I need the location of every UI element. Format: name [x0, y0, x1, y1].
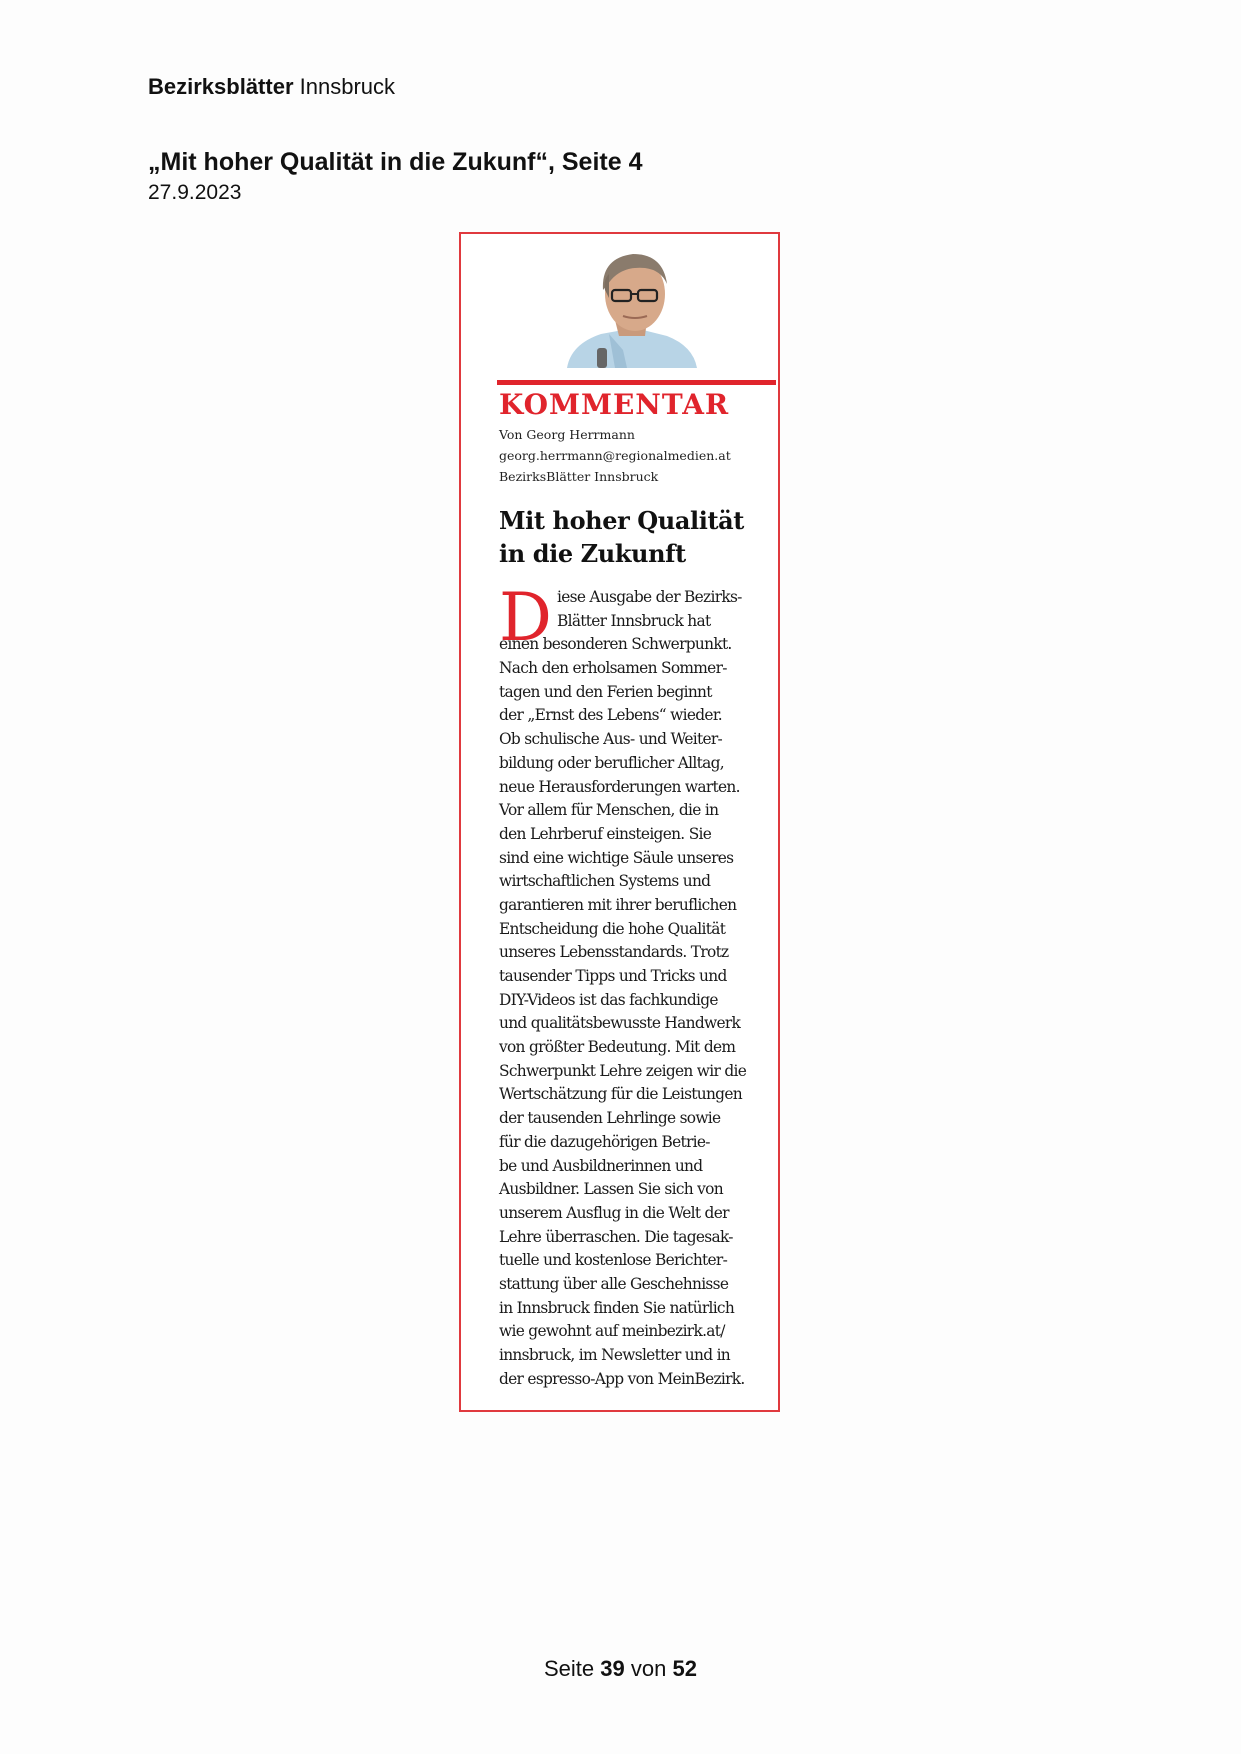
- page-counter: [0, 1656, 1241, 1682]
- total-pages: 52: [672, 1656, 697, 1681]
- body-line: den Lehrberuf einsteigen. Sie: [499, 824, 712, 843]
- headline: [499, 504, 779, 570]
- publication-name-rest: Innsbruck: [299, 74, 396, 99]
- body-line: unserem Ausflug in die Welt der: [499, 1203, 729, 1222]
- body-line: der espresso-App von MeinBezirk.: [499, 1369, 745, 1388]
- body-line: garantieren mit ihrer beruflichen: [499, 895, 737, 914]
- headline-line-2: in die Zukunft: [499, 539, 686, 568]
- body-line: unseres Lebensstandards. Trotz: [499, 943, 729, 962]
- drop-cap: D: [499, 579, 552, 656]
- body-line: tausender Tipps und Tricks und: [499, 967, 727, 985]
- body-line: Ob schulische Aus- und Weiter-: [499, 730, 723, 749]
- newspaper-clipping: [459, 232, 780, 1412]
- body-line: Wertschätzung für die Leistungen: [499, 1085, 742, 1104]
- body-line: DIY-Videos ist das fachkundige: [499, 990, 718, 1009]
- body-line: in Innsbruck finden Sie natürlich: [499, 1298, 735, 1317]
- kicker-label: KOMMENTAR: [499, 388, 730, 421]
- body-line: der „Ernst des Lebens“ wieder.: [499, 706, 722, 725]
- page-counter-prefix: Seite: [544, 1656, 595, 1681]
- headline-line-1: Mit hoher Qualität: [499, 506, 744, 535]
- body-line: von größter Bedeutung. Mit dem: [499, 1038, 736, 1057]
- body-line: iese Ausgabe der Bezirks-: [557, 588, 742, 606]
- page-counter-middle: von: [630, 1656, 667, 1681]
- accent-divider: [497, 380, 776, 385]
- body-line: stattung über alle Geschehnisse: [499, 1274, 729, 1293]
- body-line: wie gewohnt auf meinbezirk.at/: [499, 1322, 725, 1341]
- outlet-line: BezirksBlätter Innsbruck: [499, 469, 659, 484]
- body-line: einen besonderen Schwerpunkt.: [499, 635, 732, 654]
- body-line: tagen und den Ferien beginnt: [499, 682, 712, 701]
- body-line: innsbruck, im Newsletter und in: [499, 1346, 731, 1364]
- body-line: Vor allem für Menschen, die in: [499, 801, 719, 820]
- author-portrait: [497, 246, 745, 368]
- body-line: bildung oder beruflicher Alltag,: [499, 753, 724, 772]
- byline: [499, 424, 731, 487]
- body-line: Entscheidung die hohe Qualität: [499, 919, 726, 938]
- body-line: be und Ausbildnerinnen und: [499, 1156, 703, 1175]
- body-line: Schwerpunkt Lehre zeigen wir die: [499, 1061, 747, 1080]
- author-line: Von Georg Herrmann: [499, 427, 635, 442]
- article-body: [499, 579, 775, 1391]
- body-line: neue Herausforderungen warten.: [499, 777, 740, 796]
- body-line: und qualitätsbewusste Handwerk: [499, 1014, 741, 1033]
- body-line: Lehre überraschen. Die tagesak-: [499, 1227, 733, 1246]
- publication-name-bold: Bezirksblätter: [148, 74, 294, 99]
- body-line: Blätter Innsbruck hat: [557, 611, 711, 630]
- article-date: 27.9.2023: [148, 181, 242, 204]
- article-reference: „Mit hoher Qualität in die Zukunf“, Seite 4: [148, 148, 643, 176]
- body-line: sind eine wichtige Säule unseres: [499, 848, 734, 867]
- body-line: der tausenden Lehrlinge sowie: [499, 1109, 721, 1128]
- publication-name: [148, 74, 395, 100]
- body-line: tuelle und kostenlose Berichter-: [499, 1251, 728, 1270]
- author-email: georg.herrmann@regionalmedien.at: [499, 448, 731, 463]
- body-line: Nach den erholsamen Sommer-: [499, 659, 727, 678]
- current-page: 39: [600, 1656, 625, 1681]
- body-line: Ausbildner. Lassen Sie sich von: [499, 1180, 723, 1199]
- body-line: wirtschaftlichen Systems und: [499, 872, 711, 891]
- body-line: für die dazugehörigen Betrie-: [499, 1132, 710, 1151]
